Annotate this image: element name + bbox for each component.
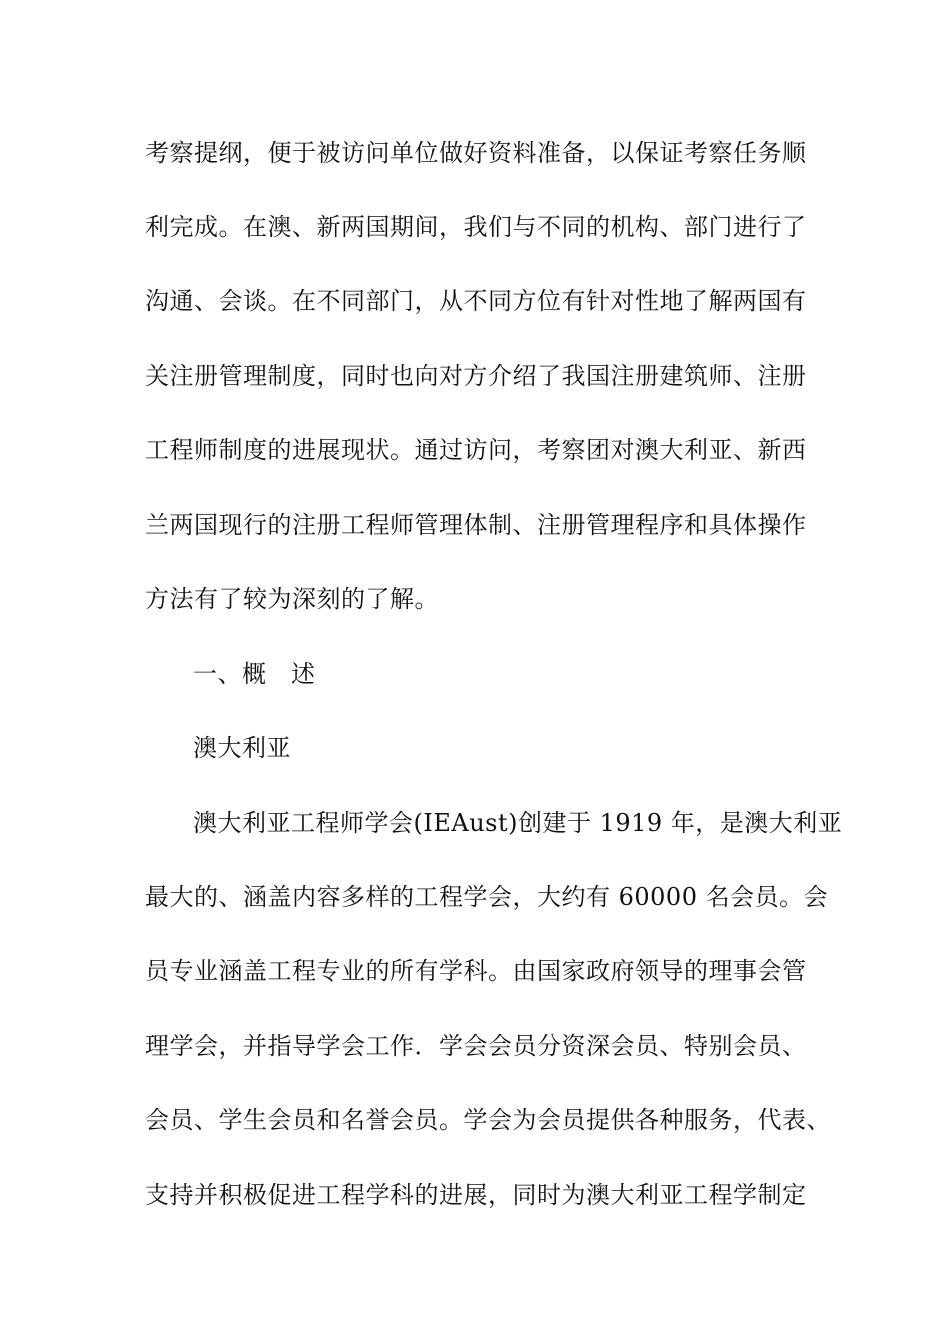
text-line: 兰两国现行的注册工程师管理体制、注册管理程序和具体操作 — [145, 511, 807, 539]
text-line: 利完成。在澳、新两国期间，我们与不同的机构、部门进行了 — [145, 213, 807, 241]
text-line: 最大的、涵盖内容多样的工程学会，大约有 60000 名会员。会 — [145, 883, 829, 911]
text-line: 方法有了较为深刻的了解。 — [145, 585, 439, 613]
section-heading: 一、概 述 — [193, 660, 316, 688]
text-line: 沟通、会谈。在不同部门，从不同方位有针对性地了解两国有 — [145, 287, 807, 315]
text-line: 工程师制度的进展现状。通过访问，考察团对澳大利亚、新西 — [145, 436, 807, 464]
text-line: 支持并积极促进工程学科的进展，同时为澳大利亚工程学制定 — [145, 1181, 807, 1209]
subsection-heading: 澳大利亚 — [193, 734, 291, 762]
text-line: 会员、学生会员和名誉会员。学会为会员提供各种服务，代表、 — [145, 1106, 831, 1134]
text-line: 关注册管理制度，同时也向对方介绍了我国注册建筑师、注册 — [145, 362, 807, 390]
text-line: 员专业涵盖工程专业的所有学科。由国家政府领导的理事会管 — [145, 957, 807, 985]
text-line: 澳大利亚工程师学会(IEAust)创建于 1919 年，是澳大利亚 — [193, 809, 843, 837]
text-line: 考察提纲，便于被访问单位做好资料准备，以保证考察任务顺 — [145, 139, 807, 167]
text-line: 理学会，并指导学会工作．学会会员分资深会员、特别会员、 — [145, 1032, 807, 1060]
